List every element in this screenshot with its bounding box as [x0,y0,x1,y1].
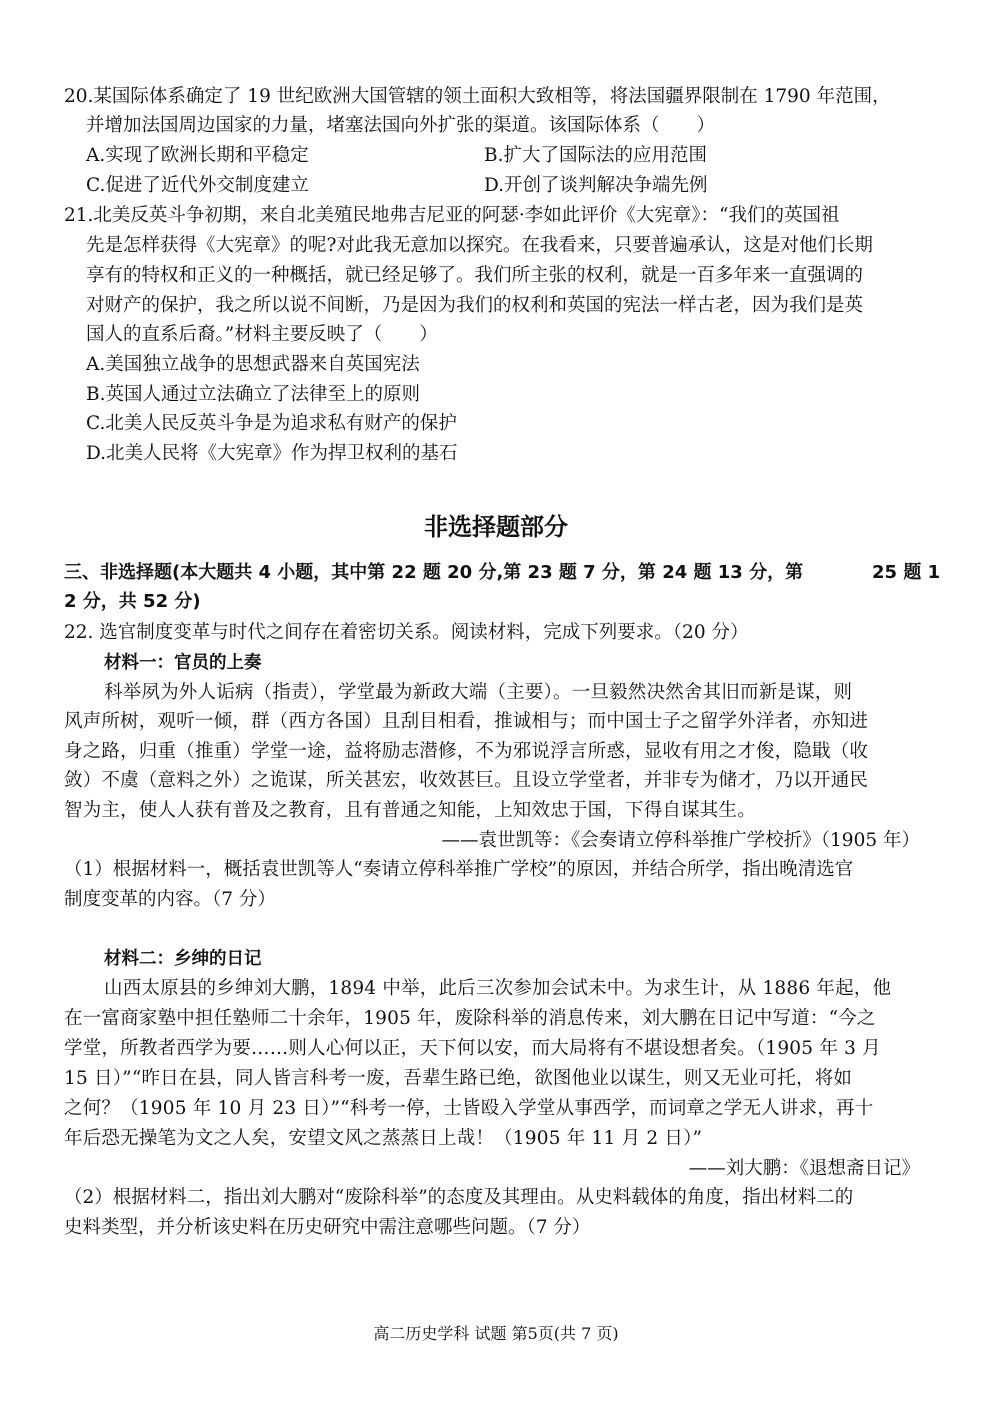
material1-line3: 身之路，归重（推重）学堂一途，益将励志潜修，不为邪说浮言所惑，显收有用之才俊，隐戢（收 [64,741,869,762]
subquestion1-line1: （1）根据材料一，概括袁世凯等人“奏请立停科举推广学校”的原因，并结合所学，指出晚清选官 [64,859,854,880]
q21-stem-line2: 先是怎样获得《大宪章》的呢?对此我无意加以探究。在我看来，只要普遍承认，这是对他们长期 [86,235,873,256]
subquestion1-line2: 制度变革的内容。（7 分） [64,889,276,910]
material1-source: ——袁世凯等：《会奏请立停科举推广学校折》（1905 年） [441,830,920,851]
material2-title: 材料二：乡绅的日记 [104,949,262,969]
material1-line4: 敛）不虞（意料之外）之诡谋，所关甚宏，收效甚巨。且设立学堂者，并非专为储才，乃以开通民 [64,770,869,791]
material2-line1: 山西太原县的乡绅刘大鹏，1894 中举，此后三次参加会试未中。为求生计，从 1886 年起，他 [104,978,892,999]
q22-intro: 22. 选官制度变革与时代之间存在着密切关系。阅读材料，完成下列要求。（20 分） [64,622,749,643]
q20-option-b: B.扩大了国际法的应用范围 [484,145,707,166]
q21-stem-line3: 享有的特权和正义的一种概括，就已经足够了。我们所主张的权利，就是一百多年来一直强调的 [86,265,864,286]
section-title: 非选择题部分 [424,513,568,541]
material2-line5: 之何？（1905 年 10 月 23 日）”“科考一停，士皆殴入学堂从事西学，而词章之学无人讲求，再十 [64,1098,874,1119]
material1-line2: 风声所树，观听一倾，群（西方各国）且刮目相看，推诚相与；而中国士子之留学外洋者，亦知进 [64,711,869,732]
q21-stem-line1: 21.北美反英斗争初期，来自北美殖民地弗吉尼亚的阿瑟·李如此评价《大宪章》：“我们的英国祖 [64,205,840,226]
q21-stem-line5: 国人的直系后裔。”材料主要反映了（ ） [86,324,438,345]
material2-line3: 学堂，所教者西学为要……则人心何以正，天下何以安，而大局将有不堪设想者矣。（1905 年 3 月 [64,1038,881,1059]
subquestion2-line1: （2）根据材料二，指出刘大鹏对“废除科举”的态度及其理由。从史料载体的角度，指出材料二的 [64,1187,854,1208]
material2-line6: 年后恐无操笔为文之人矣，安望文风之蒸蒸日上哉！（1905 年 11 月 2 日）” [64,1128,703,1149]
material1-title: 材料一：官员的上奏 [104,653,262,673]
q21-option-c: C.北美人民反英斗争是为追求私有财产的保护 [86,413,457,434]
part3-heading-line2: 2 分，共 52 分) [64,591,201,612]
material1-line1: 科举夙为外人诟病（指责），学堂最为新政大端（主要）。一旦毅然决然舍其旧而新是谋，则 [104,682,853,703]
q20-option-d: D.开创了谈判解决争端先例 [484,175,708,196]
subquestion2-line2: 史料类型，并分析该史料在历史研究中需注意哪些问题。（7 分） [64,1217,591,1238]
page-footer: 高二历史学科 试题 第5页(共 7 页) [373,1324,619,1343]
material2-line2: 在一富商家塾中担任塾师二十余年，1905 年，废除科举的消息传来，刘大鹏在日记中写道：“今之 [64,1008,876,1029]
material2-line4: 15 日）”“昨日在县，同人皆言科考一废，吾辈生路已绝，欲图他业以谋生，则又无业可托，将如 [64,1068,853,1089]
material1-line5: 智为主，使人人获有普及之教育，且有普通之知能，上知效忠于国，下得自谋其生。 [64,800,756,821]
q20-stem-line2: 并增加法国周边国家的力量，堵塞法国向外扩张的渠道。该国际体系（ ） [86,115,716,136]
q21-option-b: B.英国人通过立法确立了法律至上的原则 [86,384,420,405]
q21-stem-line4: 对财产的保护，我之所以说不间断，乃是因为我们的权利和英国的宪法一样古老，因为我们是英 [86,295,864,316]
part3-heading-line1-end: 25 题 1 [872,562,941,583]
q20-option-a: A.实现了欧洲长期和平稳定 [86,145,309,166]
q21-option-d: D.北美人民将《大宪章》作为捍卫权利的基石 [86,443,458,464]
q20-stem-line1: 20.某国际体系确定了 19 世纪欧洲大国管辖的领土面积大致相等，将法国疆界限制在 1790 年范围， [64,86,891,107]
q21-option-a: A.美国独立战争的思想武器来自英国宪法 [86,354,420,375]
material2-source: ——刘大鹏：《退想斋日记》 [688,1158,920,1179]
part3-heading-line1: 三、非选择题(本大题共 4 小题，其中第 22 题 20 分,第 23 题 7 分，第 24 题 13 分，第 [64,562,804,583]
q20-option-c: C.促进了近代外交制度建立 [86,175,309,196]
